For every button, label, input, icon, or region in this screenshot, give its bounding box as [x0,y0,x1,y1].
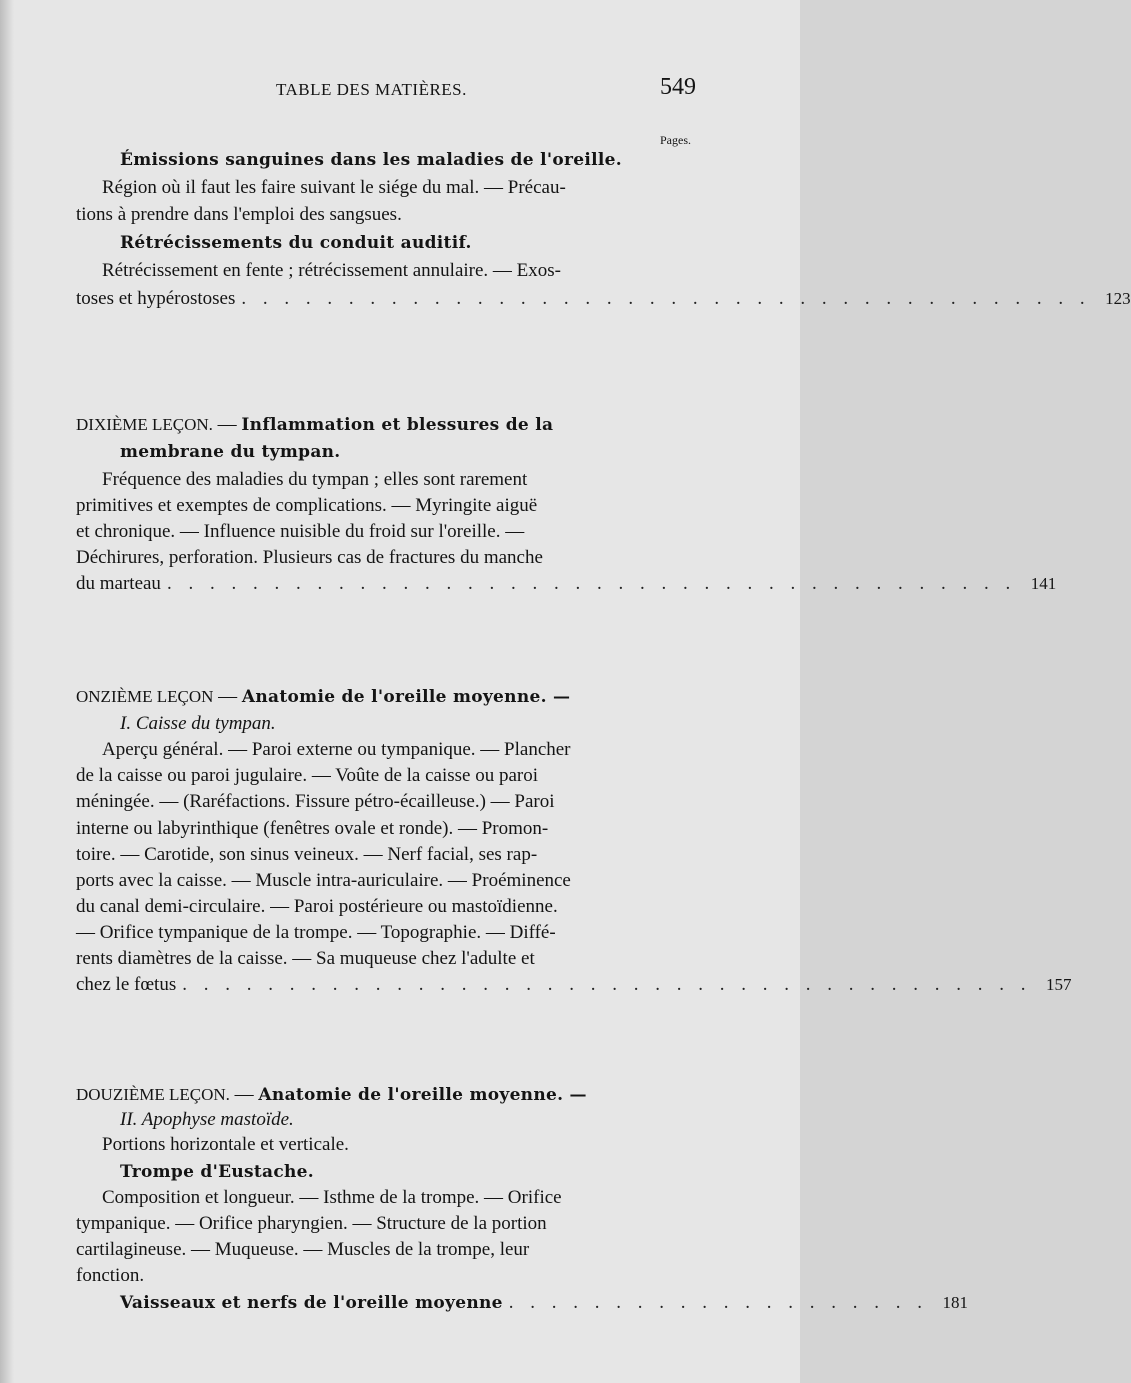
text-line: Région où il faut les faire suivant le siége du mal. — Précau- [102,177,566,198]
lesson-title: Inflammation et blessures de la [241,415,554,435]
lesson-label: DIXIÈME LEÇON. [76,415,213,434]
text-line: Fréquence des maladies du tympan ; elles sont rarement [102,469,528,490]
toc-page-number: 141 [1030,574,1057,593]
text-line: Aperçu général. — Paroi externe ou tympanique. — Plancher [102,739,571,760]
lesson-subtitle: II. Apophyse mastoïde. [120,1109,294,1130]
toc-entry-line [76,572,1057,596]
lesson-subtitle: I. Caisse du tympan. [120,713,276,734]
text-line: du canal demi-circulaire. — Paroi postérieure ou mastoïdienne. [76,896,558,917]
text-line: tions à prendre dans l'emploi des sangsues. [76,204,402,225]
section-heading-retrecissements: Rétrécissements du conduit auditif. [120,233,472,253]
lesson-heading-douzieme [76,1083,710,1107]
text-line: tympanique. — Orifice pharyngien. — Structure de la portion [76,1213,547,1234]
text-line: Déchirures, perforation. Plusieurs cas de fractures du manche [76,547,543,568]
toc-page-number: 123 [1105,289,1131,308]
text-line: ports avec la caisse. — Muscle intra-auriculaire. — Proéminence [76,870,571,891]
lesson-label: DOUZIÈME LEÇON. [76,1085,230,1104]
toc-entry-line [120,1291,969,1315]
text-line: cartilagineuse. — Muqueuse. — Muscles de la trompe, leur [76,1239,530,1260]
running-title: TABLE DES MATIÈRES. [276,80,467,99]
text-line: toire. — Carotide, son sinus veineux. — Nerf facial, ses rap- [76,844,538,865]
text-line: Rétrécissement en fente ; rétrécissement annulaire. — Exos- [102,260,561,281]
toc-entry-text: toses et hypérostoses [76,288,236,309]
lesson-dash: — [218,686,238,707]
lesson-title-continued: membrane du tympan. [120,442,341,462]
toc-entry-line [76,287,1131,311]
toc-entry-text: Vaisseaux et nerfs de l'oreille moyenne [120,1293,503,1313]
pages-column-label: Pages. [660,133,691,147]
lesson-title: Anatomie de l'oreille moyenne. — [241,687,571,707]
lesson-title: Anatomie de l'oreille moyenne. — [258,1085,587,1105]
text-line: méningée. — (Raréfactions. Fissure pétro-écailleuse.) — Paroi [76,791,555,812]
toc-entry-line [76,973,1072,997]
text-line: interne ou labyrinthique (fenêtres ovale et ronde). — Promon- [76,818,549,839]
lesson-heading-dixieme [76,413,710,437]
text-line: de la caisse ou paroi jugulaire. — Voûte de la caisse ou paroi [76,765,539,786]
lesson-dash: — [217,414,237,435]
section-heading-emissions: Émissions sanguines dans les maladies de l'oreille. [120,150,622,170]
page-number: 549 [660,74,696,100]
lesson-dash: — [234,1084,254,1105]
text-line: Composition et longueur. — Isthme de la trompe. — Orifice [102,1187,562,1208]
text-line: — Orifice tympanique de la trompe. — Topographie. — Diffé- [76,922,556,943]
dot-leader: . . . . . . . . . . . . . . . . . . . . [508,1292,929,1313]
text-line: Portions horizontale et verticale. [102,1134,349,1155]
text-line: primitives et exemptes de complications. — Myringite aiguë [76,495,538,516]
dot-leader: . . . . . . . . . . . . . . . . . . . . . . . . . . . . . . . . . . . . . . . . [182,974,1032,995]
toc-page-number: 157 [1045,975,1072,994]
toc-page-number: 181 [942,1293,969,1312]
text-line: fonction. [76,1265,145,1286]
lesson-label: ONZIÈME LEÇON [76,687,214,706]
section-heading-trompe: Trompe d'Eustache. [120,1162,315,1182]
lesson-heading-onzieme [76,685,710,709]
dot-leader: . . . . . . . . . . . . . . . . . . . . . . . . . . . . . . . . . . . . . . . . [241,288,1091,309]
toc-entry-text: du marteau [76,573,161,594]
text-line: et chronique. — Influence nuisible du froid sur l'oreille. — [76,521,525,542]
toc-entry-text: chez le fœtus [76,974,177,995]
dot-leader: . . . . . . . . . . . . . . . . . . . . . . . . . . . . . . . . . . . . . . . . [166,573,1017,594]
text-line: rents diamètres de la caisse. — Sa muqueuse chez l'adulte et [76,948,535,969]
